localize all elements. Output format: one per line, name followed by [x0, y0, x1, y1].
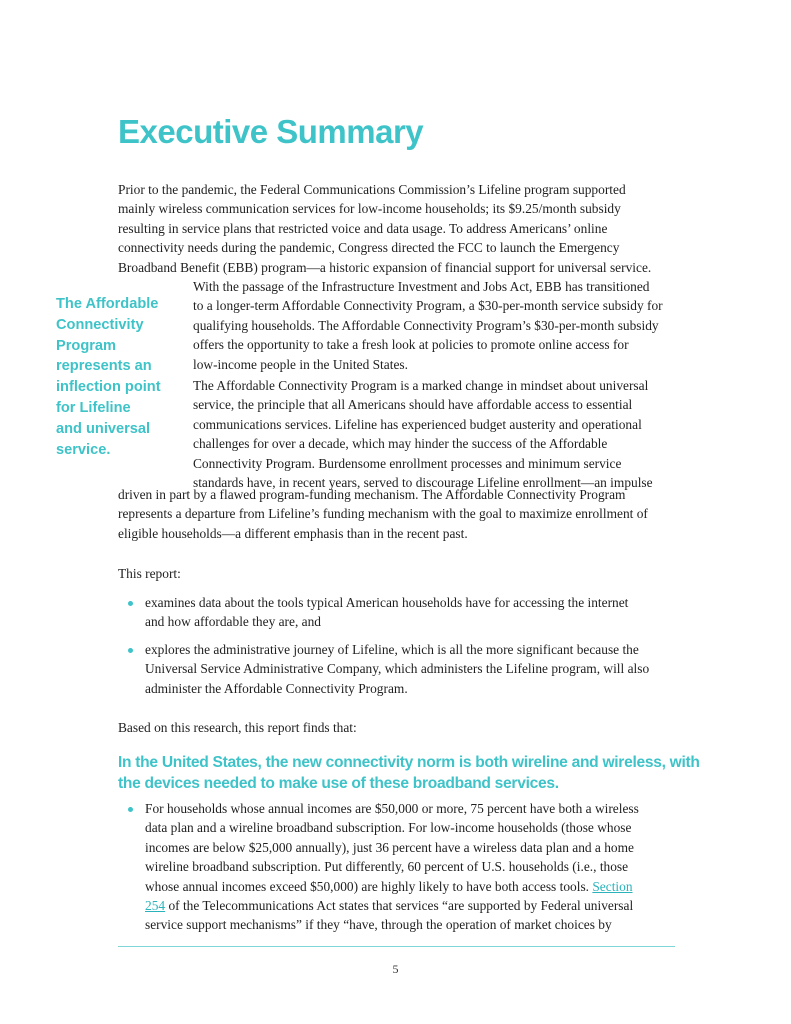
text-line: driven in part by a flawed program-funding mechanism. The Affordable Connectivity Program — [118, 487, 626, 502]
pull-quote-line: service. — [56, 441, 111, 458]
pull-quote-line: for Lifeline — [56, 399, 131, 416]
text-line: Universal Service Administrative Company, which administers the Lifeline program, will also — [145, 661, 650, 677]
text-line: Prior to the pandemic, the Federal Communications Commission’s Lifeline program supported — [118, 182, 626, 197]
pull-quote-line: and universal — [56, 420, 151, 437]
text-line: wireline broadband subscription. Put differently, 60 percent of U.S. households (i.e., those — [145, 859, 629, 875]
pull-quote-line: Program — [56, 337, 117, 354]
finding-heading — [118, 752, 700, 794]
text-line: challenges for over a decade, which may hinder the success of the Affordable — [193, 436, 608, 452]
page-number: 5 — [392, 962, 399, 976]
bullet-marker — [128, 644, 138, 654]
pull-quote — [56, 294, 186, 460]
text-line: low-income people in the United States. — [193, 356, 408, 372]
text-line: For households whose annual incomes are $50,000 or more, 75 percent have both a wireless — [145, 801, 639, 816]
text-line — [145, 877, 639, 896]
text-line: data plan and a wireline broadband subscription. For low-income households (those whose — [145, 820, 632, 836]
finding-bullet — [145, 799, 639, 935]
text-line: standards have, in recent years, served to discourage Lifeline enrollment—an impulse — [193, 475, 653, 491]
report-intro: This report: — [118, 566, 181, 581]
section-254-link-continued[interactable]: 254 — [145, 898, 166, 914]
bullet-marker — [128, 803, 138, 813]
second-paragraph — [193, 376, 653, 492]
bullet-marker — [128, 597, 138, 607]
intro-paragraph — [118, 180, 651, 277]
text-segment: of the Telecommunications Act states that services “are supported by Federal universal — [165, 898, 634, 914]
report-bullet — [145, 640, 649, 698]
heading-line: In the United States, the new connectivity norm is both wireline and wireless, with — [118, 754, 700, 771]
pull-quote-line: Connectivity — [56, 316, 144, 333]
report-bullet — [145, 593, 628, 632]
intro-paragraph-continued — [193, 277, 663, 374]
text-line: Connectivity Program. Burdensome enrollment processes and minimum service — [193, 455, 622, 471]
text-line: The Affordable Connectivity Program is a marked change in mindset about universal — [193, 378, 649, 393]
text-line: resulting in service plans that restricted voice and data usage. To address Americans’ online — [118, 220, 608, 236]
text-line: Broadband Benefit (EBB) program—a historic expansion of financial support for universal service. — [118, 259, 652, 275]
text-line: connectivity needs during the pandemic, Congress directed the FCC to launch the Emergency — [118, 240, 620, 256]
text-line: administer the Affordable Connectivity Program. — [145, 680, 408, 696]
text-line: explores the administrative journey of Lifeline, which is all the more significant because the — [145, 642, 639, 657]
findings-intro: Based on this research, this report finds that: — [118, 720, 357, 735]
pull-quote-line: represents an — [56, 358, 152, 375]
page-title: Executive Summary — [118, 113, 424, 150]
text-line — [145, 896, 639, 915]
text-line: and how affordable they are, and — [145, 614, 321, 630]
second-paragraph-continued — [118, 485, 648, 543]
text-line: to a longer-term Affordable Connectivity Program, a $30-per-month service subsidy for — [193, 298, 663, 314]
pull-quote-line: inflection point — [56, 379, 161, 396]
heading-line: the devices needed to make use of these broadband services. — [118, 775, 559, 792]
text-line: service support mechanisms” if they “have, through the operation of market choices by — [145, 917, 612, 933]
footer-divider — [118, 946, 675, 947]
text-line: qualifying households. The Affordable Connectivity Program’s $30-per-month subsidy — [193, 317, 659, 333]
text-line: examines data about the tools typical American households have for accessing the internet — [145, 595, 629, 610]
pull-quote-line: The Affordable — [56, 296, 159, 312]
text-segment: whose annual incomes exceed $50,000) are highly likely to have both access tools. — [145, 878, 593, 894]
text-line: offers the opportunity to take a fresh look at policies to promote online access for — [193, 337, 629, 353]
text-line: mainly wireless communication services for low-income households; its $9.25/month subsidy — [118, 201, 621, 217]
text-line: With the passage of the Infrastructure Investment and Jobs Act, EBB has transitioned — [193, 279, 650, 294]
text-line: eligible households—a different emphasis than in the recent past. — [118, 525, 468, 541]
text-line: incomes are below $25,000 annually), just 36 percent have a wireless data plan and a home — [145, 839, 634, 855]
text-line: service, the principle that all Americans should have affordable access to essential — [193, 397, 633, 413]
text-line: represents a departure from Lifeline’s funding mechanism with the goal to maximize enrollment of — [118, 506, 648, 522]
section-254-link[interactable]: Section — [592, 878, 633, 894]
text-line: communications services. Lifeline has experienced budget austerity and operational — [193, 416, 642, 432]
